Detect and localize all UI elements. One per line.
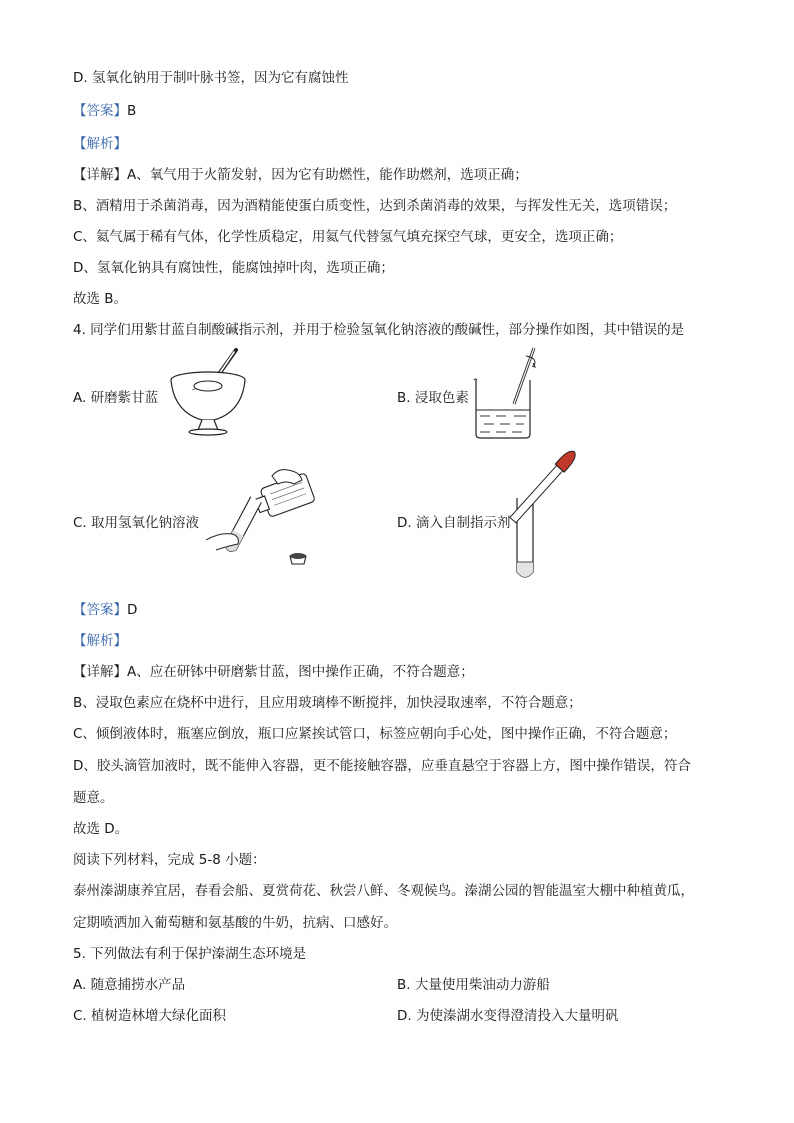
q4-stem: 4. 同学们用紫甘蓝自制酸碱指示剂，并用于检验氢氧化钠溶液的酸碱性，部分操作如图，其中错误的是 [73, 322, 685, 338]
answer-tag: 【答案】 [73, 602, 127, 618]
q3-detail-b: B、酒精用于杀菌消毒，因为酒精能使蛋白质变性，达到杀菌消毒的效果，与挥发性无关，选项错误； [73, 198, 677, 214]
detail-text: A、氧气用于火箭发射，因为它有助燃性，能作助燃剂，选项正确； [127, 167, 528, 183]
q4-detail-a [73, 660, 474, 680]
detail-text: A、应在研钵中研磨紫甘蓝，图中操作正确，不符合题意； [127, 664, 474, 680]
q5-option-b: B. 大量使用柴油动力游船 [397, 977, 550, 993]
q4-option-d: D. 滴入自制指示剂 [397, 515, 511, 531]
answer-tag: 【答案】 [73, 103, 127, 119]
material-intro: 阅读下列材料，完成 5-8 小题： [73, 852, 266, 868]
q5-option-d: D. 为使溱湖水变得澄清投入大量明矾 [397, 1008, 619, 1024]
detail-tag: 【详解】 [73, 664, 127, 680]
q3-answer [73, 99, 136, 119]
q3-detail-a [73, 163, 528, 183]
beaker-figure [470, 344, 546, 442]
q4-option-c: C. 取用氢氧化钠溶液 [73, 515, 200, 531]
mortar-figure [166, 346, 250, 438]
q4-option-a: A. 研磨紫甘蓝 [73, 390, 159, 406]
q4-detail-d-line1: D、胶头滴管加液时，既不能伸入容器，更不能接触容器，应垂直悬空于容器上方，图中操作错误，符合 [73, 758, 691, 774]
q5-option-a: A. 随意捕捞水产品 [73, 977, 186, 993]
material-para-line1: 泰州溱湖康养宜居，春看会船、夏赏荷花、秋尝八鲜、冬观候鸟。溱湖公园的智能温室大棚中种植黄瓜， [73, 883, 694, 899]
q3-detail-c: C、氦气属于稀有气体，化学性质稳定，用氦气代替氢气填充探空气球，更安全，选项正确； [73, 229, 623, 245]
q3-option-d: D. 氢氧化钠用于制叶脉书签，因为它有腐蚀性 [73, 70, 349, 86]
q4-detail-c: C、倾倒液体时，瓶塞应倒放，瓶口应紧挨试管口，标签应朝向手心处，图中操作正确，不符合题意； [73, 726, 677, 742]
dropper-figure [509, 450, 579, 584]
q4-answer [73, 598, 137, 618]
q3-analysis-tag: 【解析】 [73, 136, 127, 152]
q3-conclusion: 故选 B。 [73, 291, 128, 307]
material-para-line2: 定期喷洒加入葡萄糖和氨基酸的牛奶，抗病、口感好。 [73, 915, 397, 931]
pouring-figure [202, 466, 318, 568]
q4-detail-d-line2: 题意。 [73, 790, 114, 806]
q4-analysis-tag: 【解析】 [73, 633, 127, 649]
answer-value: B [127, 103, 137, 119]
q4-detail-b: B、浸取色素应在烧杯中进行，且应用玻璃棒不断搅拌，加快浸取速率，不符合题意； [73, 695, 582, 711]
detail-tag: 【详解】 [73, 167, 127, 183]
q5-option-c: C. 植树造林增大绿化面积 [73, 1008, 227, 1024]
q4-option-b: B. 浸取色素 [397, 390, 469, 406]
q3-detail-d: D、氢氧化钠具有腐蚀性，能腐蚀掉叶肉，选项正确； [73, 260, 394, 276]
q5-stem: 5. 下列做法有利于保护溱湖生态环境是 [73, 946, 307, 962]
answer-value: D [127, 602, 138, 618]
q4-conclusion: 故选 D。 [73, 821, 129, 837]
